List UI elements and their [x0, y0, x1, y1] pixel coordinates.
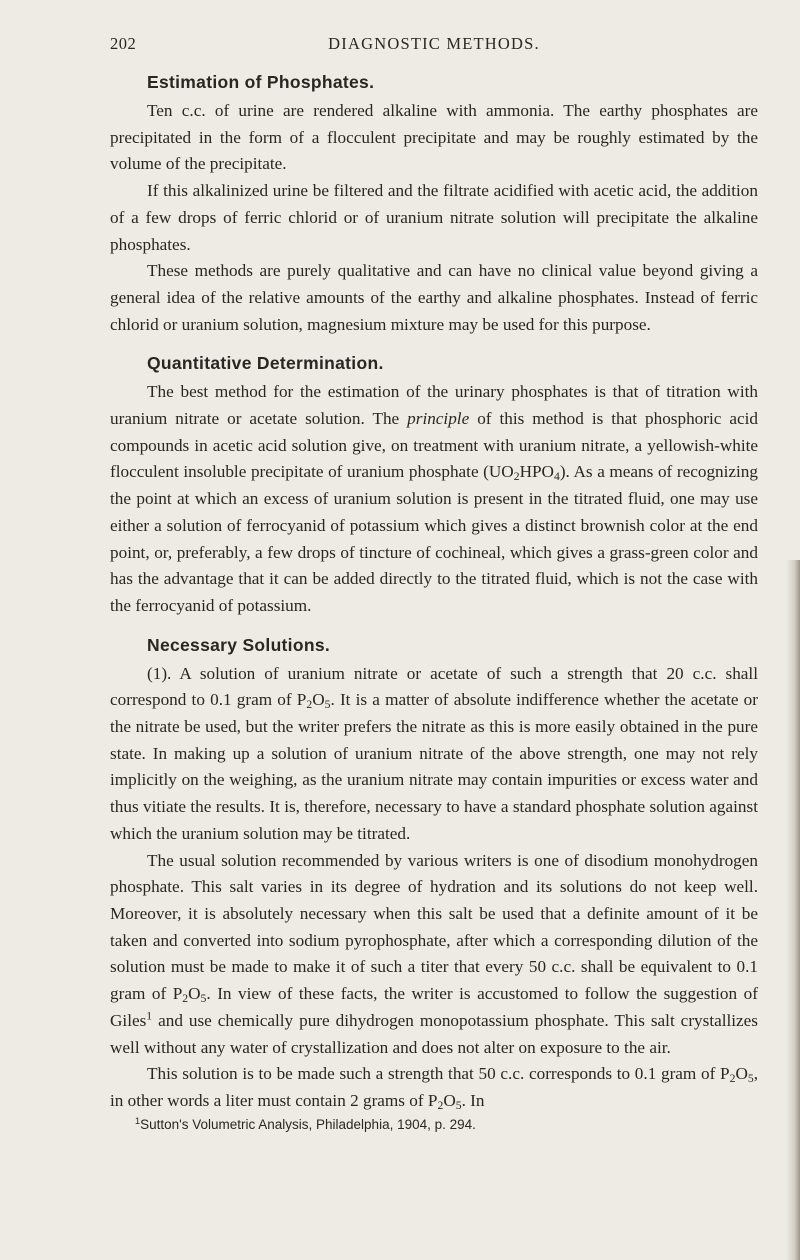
footnote — [110, 1115, 758, 1135]
paragraph: If this alkalinized urine be filtered and the filtrate acidified with acetic acid, the addition of a few drops of ferric chlorid or of uranium nitrate solution will precipitate the alkaline phosphates. — [110, 181, 758, 254]
heading-estimation-of-phosphates: Estimation of Phosphates. — [147, 72, 375, 92]
running-title: DIAGNOSTIC METHODS. — [328, 34, 540, 53]
footnote-text: Sutton's Volumetric Analysis, Philadelphia, 1904, p. 294. — [140, 1116, 476, 1132]
footnote-reference: 1 — [146, 1009, 153, 1023]
paragraph: The usual solution recommended by various writers is one of disodium monohydrogen phosphate. This salt varies in its degree of hydration and its solutions do not keep well. Moreover, it is absolutely necessary when this salt be used that a definite amount of it be taken and converted into sodium pyrophosphate, after which a corresponding dilution of the solution must be made to make it of such a titer that every 50 c.c. shall be equivalent to 0.1 gram of $P_2O_5$. In view of these facts, the writer is accustomed to follow the suggestion of Giles$^1$ and use chemically pure dihydrogen monopotassium phosphate. This salt crystallizes well without any water of crystallization and does not alter on exposure to the air. — [110, 850, 758, 1057]
page-body — [110, 66, 758, 1135]
paragraph: The best method for the estimation of the urinary phosphates is that of titration with uranium nitrate or acetate solution. The principle of this method is that phosphoric acid compounds in acetic acid solution give, on treatment with uranium nitrate, a yellowish-white flocculent insoluble precipitate of uranium phosphate $(UO_2HPO_4)$. As a means of recognizing the point at which an excess of uranium solution is present in the titrated fluid, one may use either a solution of ferrocyanid of potassium which gives a distinct brownish color at the end point, or, preferably, a few drops of tincture of cochineal, which gives a grass-green color and has the advantage that it can be added directly to the titrated fluid, which is not the case with the ferrocyanid of potassium. — [110, 382, 758, 615]
paragraph: (1). A solution of uranium nitrate or acetate of such a strength that 20 c.c. shall correspond to 0.1 gram of $P_2O_5$. It is a matter of absolute indifference whether the acetate or the nitrate be used, but the writer prefers the nitrate as this is more easily obtained in the pure state. In making up a solution of uranium nitrate of the above strength, one may not rely implicitly on the weighing, as the uranium nitrate may contain impurities or excess water and thus vitiate the results. It is, therefore, necessary to have a standard phosphate solution against which the uranium solution may be titrated. — [110, 663, 758, 843]
heading-quantitative-determination: Quantitative Determination. — [147, 353, 384, 374]
page-number: 202 — [110, 34, 137, 53]
paragraph: Ten c.c. of urine are rendered alkaline with ammonia. The earthy phosphates are precipitated in the form of a flocculent precipitate and may be roughly estimated by the volume of the precipitate. — [110, 101, 758, 174]
running-head — [110, 34, 758, 56]
page-edge-shadow — [786, 560, 800, 1260]
paragraph: These methods are purely qualitative and can have no clinical value beyond giving a general idea of the relative amounts of the earthy and alkaline phosphates. Instead of ferric chlorid or uranium solution, magnesium mixture may be used for this purpose. — [110, 261, 758, 334]
paragraph: This solution is to be made such a strength that 50 c.c. corresponds to 0.1 gram of $P_2O_5$, in other words a liter must contain 2 grams of $P_2O_5$. In — [110, 1064, 758, 1112]
emphasis-principle: principle — [407, 409, 470, 429]
heading-necessary-solutions: Necessary Solutions. — [147, 634, 331, 655]
footnote-marker: 1 — [135, 1115, 141, 1126]
